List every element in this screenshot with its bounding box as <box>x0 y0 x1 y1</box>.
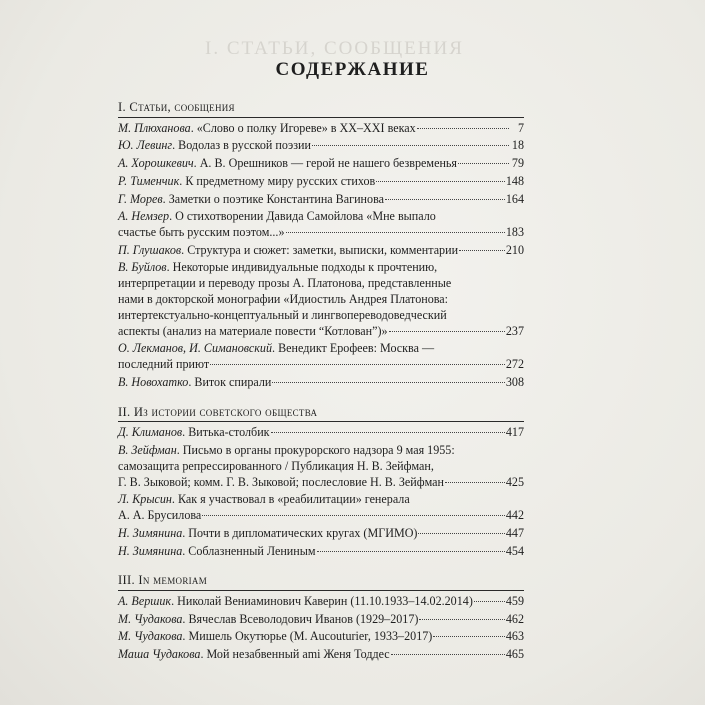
entry-text <box>118 425 270 441</box>
entry-author: Маша Чудакова <box>118 647 201 662</box>
dot-leader <box>385 199 505 200</box>
dot-leader <box>210 364 505 365</box>
toc-entry-line <box>118 138 524 154</box>
entry-text <box>118 174 375 190</box>
bleed-through-text: I. СТАТЬИ, СООБЩЕНИЯ <box>205 38 464 59</box>
page-number: 465 <box>505 647 524 662</box>
entry-title: . «Слово о полку Игореве» в XX–XXI веках <box>190 120 416 135</box>
toc-entry-line <box>118 375 524 391</box>
page-number: 459 <box>505 594 524 609</box>
toc-entry-line <box>118 324 524 340</box>
dot-leader <box>433 636 505 637</box>
entry-author: Г. Морев <box>118 191 163 206</box>
toc-entry[interactable] <box>118 375 524 391</box>
entry-title: . Водолаз в русской поэзии <box>172 138 311 153</box>
entry-text <box>118 357 209 373</box>
dot-leader <box>418 533 504 534</box>
dot-leader <box>391 654 505 655</box>
page-number: 447 <box>505 525 524 540</box>
entry-author: П. Глушаков <box>118 242 182 257</box>
toc-entry-line <box>118 475 524 491</box>
entry-title: . Некоторые индивидуальные подходы к прочтению, <box>166 260 438 275</box>
toc-entry[interactable] <box>118 260 524 339</box>
page-number: 18 <box>511 138 524 153</box>
dot-leader <box>286 232 505 233</box>
entry-text <box>118 192 384 208</box>
entry-text <box>118 121 416 137</box>
page-number: 164 <box>505 191 524 206</box>
entry-title: . Венедикт Ерофеев: Москва — <box>272 341 435 356</box>
toc-entry[interactable] <box>118 647 524 663</box>
dot-leader <box>271 432 505 433</box>
entry-text <box>118 225 285 241</box>
section-heading: I. Статьи, сообщения <box>118 100 524 118</box>
entry-title: счастье быть русским поэтом...» <box>118 225 285 240</box>
toc-entry-line <box>118 121 524 137</box>
entry-title: . Как я участвовал в «реабилитации» генерала <box>171 492 410 507</box>
entry-text <box>118 629 432 645</box>
entry-author: М. Чудакова <box>118 611 183 626</box>
toc-entry[interactable] <box>118 544 524 560</box>
toc-entry-line <box>118 276 524 292</box>
entry-text <box>118 138 311 154</box>
entry-title: . Мой незабвенный ami Женя Тоддес <box>200 647 390 662</box>
page-number: 425 <box>505 474 524 489</box>
entry-text <box>118 209 436 225</box>
dot-leader <box>202 515 505 516</box>
toc-entry[interactable] <box>118 594 524 610</box>
entry-text <box>118 492 410 508</box>
section-heading: II. Из истории советского общества <box>118 405 524 423</box>
entry-title: . О стихотворении Давида Самойлова «Мне выпало <box>169 209 436 224</box>
entry-author: Р. Тименчик <box>118 173 180 188</box>
entry-author: В. Буйлов <box>118 260 167 275</box>
toc-entry-line <box>118 459 524 475</box>
page-number: 7 <box>517 120 524 135</box>
toc-entry-line <box>118 341 524 357</box>
toc-entry-line <box>118 508 524 524</box>
dot-leader <box>458 163 509 164</box>
dot-leader <box>312 145 509 146</box>
entry-author: М. Плюханова <box>118 120 191 135</box>
toc-entry[interactable] <box>118 341 524 373</box>
entry-title: . Соблазненный Лениным <box>182 543 316 558</box>
entry-title: . Мишель Окутюрье (M. Aucouturier, 1933–2017) <box>182 629 433 644</box>
entry-text <box>118 292 448 308</box>
entry-title: . А. В. Орешников — герой не нашего безвременья <box>193 156 457 171</box>
entry-author: М. Чудакова <box>118 629 183 644</box>
entry-title: . Структура и сюжет: заметки, выписки, комментарии <box>181 242 459 257</box>
entry-title: . К предметному миру русских стихов <box>179 173 376 188</box>
dot-leader <box>417 128 509 129</box>
toc-entry-line <box>118 192 524 208</box>
page-number: 308 <box>505 374 524 389</box>
dot-leader <box>317 551 505 552</box>
toc-entry[interactable] <box>118 138 524 154</box>
toc-entry-line <box>118 292 524 308</box>
entry-author: Д. Климанов <box>118 425 183 440</box>
toc-entry[interactable] <box>118 492 524 524</box>
toc-entry[interactable] <box>118 174 524 190</box>
entry-author: А. Немзер <box>118 209 170 224</box>
toc-entry-line <box>118 357 524 373</box>
entry-text <box>118 341 434 357</box>
entry-title: интертекстуально-концептуальный и лингвопереводоведческий <box>118 307 447 322</box>
entry-title: аспекты (анализ на материале повести “Котлован”)» <box>118 323 388 338</box>
entry-author: А. Хорошкевич <box>118 156 194 171</box>
entry-text <box>118 276 451 292</box>
entry-text <box>118 156 457 172</box>
toc-entry[interactable] <box>118 526 524 542</box>
toc-entry-line <box>118 260 524 276</box>
toc-entry[interactable] <box>118 209 524 241</box>
page-number: 454 <box>505 543 524 558</box>
entry-text <box>118 544 316 560</box>
page-number: 463 <box>505 629 524 644</box>
toc-entry-line <box>118 612 524 628</box>
entry-author: В. Зейфман <box>118 443 177 458</box>
toc-entry[interactable] <box>118 243 524 259</box>
toc-entry-line <box>118 209 524 225</box>
toc-entry[interactable] <box>118 443 524 490</box>
page-number: 148 <box>505 173 524 188</box>
page-title: СОДЕРЖАНИЕ <box>275 59 430 80</box>
toc-list <box>118 100 524 665</box>
page-number: 417 <box>505 425 524 440</box>
entry-author: А. Вершик <box>118 594 172 609</box>
toc-entry-line <box>118 443 524 459</box>
dot-leader <box>445 482 505 483</box>
page-number: 79 <box>511 156 524 171</box>
toc-entry-line <box>118 225 524 241</box>
entry-title: . Виток спирали <box>188 374 272 389</box>
toc-entry[interactable] <box>118 121 524 137</box>
entry-title: . Николай Вениаминович Каверин (11.10.1933–14.02.2014) <box>171 594 473 609</box>
section-heading: III. In memoriam <box>118 573 524 591</box>
entry-author: В. Новохатко <box>118 374 189 389</box>
dot-leader <box>272 382 505 383</box>
entry-title: А. А. Брусилова <box>118 508 202 523</box>
entry-text <box>118 612 418 628</box>
page-number: 272 <box>505 357 524 372</box>
entry-title: Г. В. Зыковой; комм. Г. В. Зыковой; послесловие Н. В. Зейфман <box>118 474 445 489</box>
entry-author: Ю. Левинг <box>118 138 173 153</box>
entry-text <box>118 508 201 524</box>
entry-title: . Письмо в органы прокурорского надзора 9 мая 1955: <box>176 443 455 458</box>
entry-title: . Заметки о поэтике Константина Вагинова <box>162 191 384 206</box>
toc-entry-line <box>118 526 524 542</box>
entry-text <box>118 443 455 459</box>
toc-entry-line <box>118 308 524 324</box>
toc-entry-line <box>118 243 524 259</box>
dot-leader <box>419 619 504 620</box>
entry-text <box>118 243 458 259</box>
entry-title: . Вячеслав Всеволодович Иванов (1929–2017) <box>182 611 419 626</box>
entry-title: . Почти в дипломатических кругах (МГИМО) <box>182 525 418 540</box>
entry-text <box>118 260 437 276</box>
dot-leader <box>459 250 505 251</box>
entry-text <box>118 308 447 324</box>
entry-text <box>118 459 434 475</box>
dot-leader <box>474 601 505 602</box>
page-number: 183 <box>505 225 524 240</box>
entry-text <box>118 475 444 491</box>
page-number: 210 <box>505 242 524 257</box>
page-number: 237 <box>505 323 524 338</box>
toc-entry[interactable] <box>118 629 524 645</box>
dot-leader <box>389 331 505 332</box>
dot-leader <box>376 181 505 182</box>
toc-entry-line <box>118 425 524 441</box>
entry-title: последний приют <box>118 357 210 372</box>
toc-entry-line <box>118 492 524 508</box>
entry-text <box>118 594 473 610</box>
entry-text <box>118 324 388 340</box>
entry-author: Л. Крысин <box>118 492 172 507</box>
toc-entry-line <box>118 647 524 663</box>
entry-author: О. Лекманов, И. Симановский <box>118 341 273 356</box>
entry-text <box>118 526 417 542</box>
entry-text <box>118 375 271 391</box>
entry-title: нами в докторской монографии «Идиостиль Андрея Платонова: <box>118 292 449 306</box>
toc-entry-line <box>118 156 524 172</box>
entry-title: самозащита репрессированного / Публикация Н. В. Зейфман, <box>118 458 434 473</box>
entry-author: Н. Зимянина <box>118 525 183 540</box>
page-number: 442 <box>505 508 524 523</box>
entry-title: . Витька-столбик <box>182 425 270 440</box>
entry-author: Н. Зимянина <box>118 543 183 558</box>
toc-entry-line <box>118 629 524 645</box>
page-number: 462 <box>505 611 524 626</box>
toc-entry[interactable] <box>118 192 524 208</box>
toc-entry[interactable] <box>118 425 524 441</box>
toc-entry[interactable] <box>118 156 524 172</box>
toc-entry-line <box>118 174 524 190</box>
toc-entry[interactable] <box>118 612 524 628</box>
toc-entry-line <box>118 594 524 610</box>
toc-entry-line <box>118 544 524 560</box>
entry-title: интерпретации и переводу прозы А. Платонова, представленные <box>118 276 452 291</box>
entry-text <box>118 647 390 663</box>
